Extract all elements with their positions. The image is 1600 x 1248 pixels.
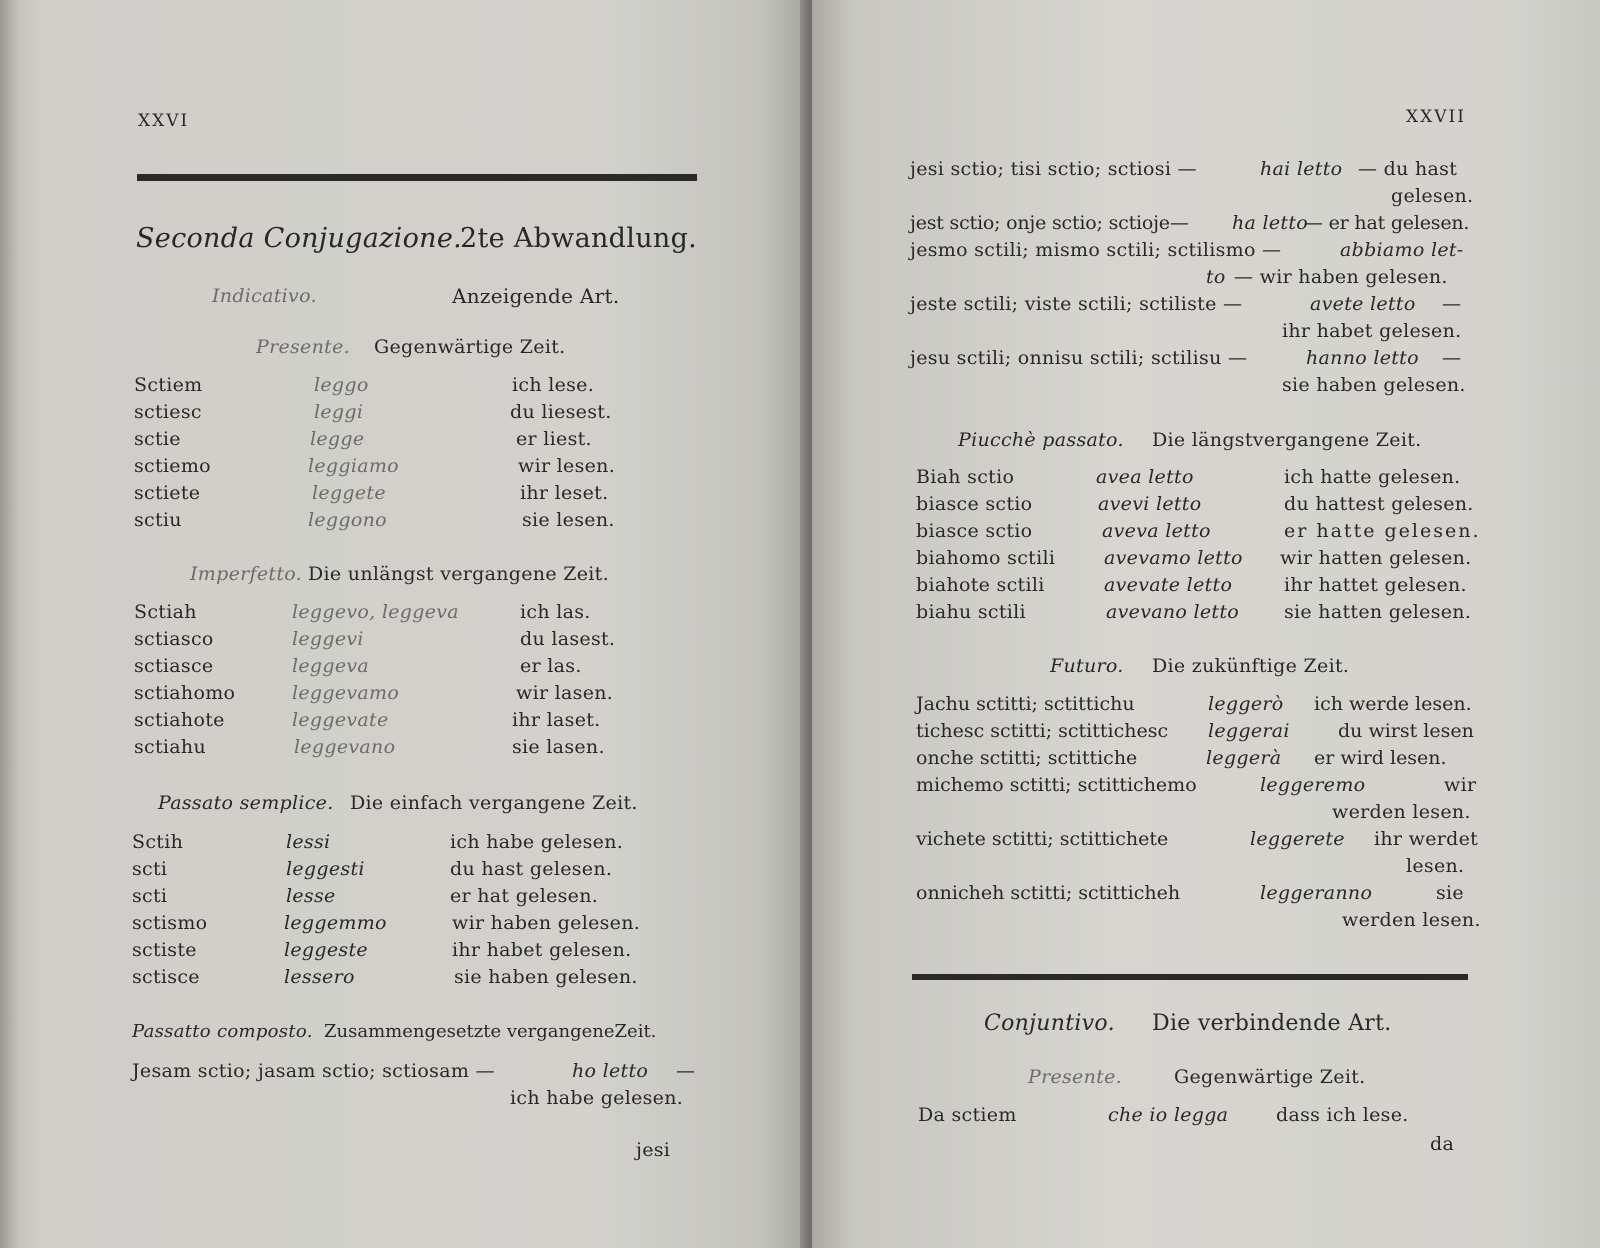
tense-label-italian: Piucchè passato. bbox=[958, 429, 1124, 451]
table-cell: er liest. bbox=[516, 428, 592, 450]
table-cell: ich werde lesen. bbox=[1314, 693, 1472, 715]
table-cell: sie haben gelesen. bbox=[454, 966, 638, 988]
table-cell: lesen. bbox=[1406, 855, 1465, 877]
heading-german: 2te Abwandlung. bbox=[460, 223, 698, 254]
table-cell: leggerai bbox=[1208, 720, 1290, 742]
text-line: jesi sctio; tisi sctio; sctiosi — bbox=[910, 158, 1197, 180]
table-cell: sctiasco bbox=[134, 628, 214, 650]
table-cell: leggono bbox=[308, 509, 387, 531]
table-cell: leggemmo bbox=[284, 912, 387, 934]
text-line: jeste sctili; viste sctili; sctiliste — bbox=[910, 293, 1243, 315]
composto-line: Jesam sctio; jasam sctio; sctiosam — bbox=[132, 1060, 495, 1082]
table-cell: vichete sctitti; sctittichete bbox=[916, 828, 1169, 850]
tense-label-italian: Presente. bbox=[1028, 1066, 1122, 1088]
table-cell: du hast gelesen. bbox=[450, 858, 613, 880]
table-cell: tichesc sctitti; sctittichesc bbox=[916, 720, 1169, 742]
table-cell: du liesest. bbox=[510, 401, 612, 423]
table-cell: ich lese. bbox=[512, 374, 595, 396]
text-line-italian: avete letto bbox=[1310, 293, 1416, 315]
table-cell: sctiete bbox=[134, 482, 201, 504]
table-cell: sie lesen. bbox=[522, 509, 615, 531]
table-cell: leggi bbox=[314, 401, 364, 423]
text-line-end: — bbox=[1442, 347, 1462, 369]
table-cell: aveva letto bbox=[1102, 520, 1211, 542]
text-line: jesmo sctili; mismo sctili; sctilismo — bbox=[910, 239, 1282, 261]
table-cell: leggiamo bbox=[308, 455, 399, 477]
table-cell: wir haben gelesen. bbox=[452, 912, 641, 934]
tense-label-italian: Futuro. bbox=[1050, 655, 1124, 677]
mood-italian: Conjuntivo. bbox=[984, 1011, 1115, 1036]
table-cell: leggerò bbox=[1208, 693, 1284, 715]
table-cell: sie bbox=[1436, 882, 1464, 904]
header-rule bbox=[137, 174, 697, 181]
text-line-end: — wir haben gelesen. bbox=[1234, 266, 1448, 288]
table-cell: sctisce bbox=[132, 966, 200, 988]
table-cell: ihr habet gelesen. bbox=[452, 939, 632, 961]
tense-label-italian: Passatto composto. bbox=[132, 1021, 313, 1042]
text-line-italian: to bbox=[1206, 266, 1226, 288]
table-cell: leggerete bbox=[1250, 828, 1345, 850]
table-cell: sctismo bbox=[132, 912, 208, 934]
table-cell: ihr leset. bbox=[520, 482, 609, 504]
table-cell: du lasest. bbox=[520, 628, 616, 650]
table-cell: ihr werdet bbox=[1374, 828, 1479, 850]
table-cell: ich las. bbox=[520, 601, 591, 623]
text-line-end: — bbox=[1442, 293, 1462, 315]
table-cell: sctiahu bbox=[134, 736, 207, 758]
text-line-italian: hanno letto bbox=[1306, 347, 1419, 369]
table-cell: sctiahote bbox=[134, 709, 225, 731]
table-cell: sctiemo bbox=[134, 455, 211, 477]
text-line-end: ihr habet gelesen. bbox=[1282, 320, 1462, 342]
table-cell: Sctiah bbox=[134, 601, 197, 623]
tense-label-german: Zusammengesetzte vergangeneZeit. bbox=[324, 1021, 657, 1042]
catchword: jesi bbox=[636, 1139, 671, 1161]
table-cell: leggerà bbox=[1206, 747, 1282, 769]
page-edge bbox=[0, 0, 18, 1248]
text-line-italian: hai letto bbox=[1260, 158, 1343, 180]
text-line-italian: abbiamo let- bbox=[1340, 239, 1464, 261]
tense-label-german: Gegenwärtige Zeit. bbox=[1174, 1066, 1366, 1088]
table-cell: leggevo, leggeva bbox=[292, 601, 459, 623]
table-cell: scti bbox=[132, 885, 168, 907]
table-cell: avevamo letto bbox=[1104, 547, 1243, 569]
tense-label-german: Gegenwärtige Zeit. bbox=[374, 336, 566, 358]
mood-german: Anzeigende Art. bbox=[452, 284, 620, 308]
table-cell: leggete bbox=[312, 482, 386, 504]
table-cell: sie lasen. bbox=[512, 736, 605, 758]
table-cell: wir lesen. bbox=[518, 455, 616, 477]
table-cell: biahomo sctili bbox=[916, 547, 1056, 569]
table-cell: sctie bbox=[134, 428, 181, 450]
table-cell: Sctiem bbox=[134, 374, 203, 396]
table-cell: avevi letto bbox=[1098, 493, 1202, 515]
composto-line: ich habe gelesen. bbox=[510, 1087, 684, 1109]
table-cell: sctiu bbox=[134, 509, 182, 531]
text-line: jesu sctili; onnisu sctili; sctilisu — bbox=[910, 347, 1248, 369]
table-cell: onche sctitti; sctittiche bbox=[916, 747, 1138, 769]
table-cell: sie hatten gelesen. bbox=[1284, 601, 1472, 623]
table-cell: leggevi bbox=[292, 628, 364, 650]
heading-italian: Seconda Conjugazione. bbox=[136, 223, 463, 254]
table-cell: avevano letto bbox=[1106, 601, 1240, 623]
table-cell: wir hatten gelesen. bbox=[1280, 547, 1472, 569]
table-cell: leggeranno bbox=[1260, 882, 1373, 904]
table-cell: avevate letto bbox=[1104, 574, 1233, 596]
table-cell: leggeva bbox=[292, 655, 370, 677]
table-cell: biasce sctio bbox=[916, 493, 1033, 515]
table-cell: Da sctiem bbox=[918, 1104, 1017, 1126]
text-line-end: sie haben gelesen. bbox=[1282, 374, 1466, 396]
table-cell: du hattest gelesen. bbox=[1284, 493, 1474, 515]
table-cell: sctiasce bbox=[134, 655, 214, 677]
table-cell: ihr hattet gelesen. bbox=[1284, 574, 1467, 596]
table-cell: scti bbox=[132, 858, 168, 880]
table-cell: Biah sctio bbox=[916, 466, 1015, 488]
tense-label-german: Die unlängst vergangene Zeit. bbox=[308, 563, 609, 585]
table-cell: Sctih bbox=[132, 831, 184, 853]
tense-label-italian: Presente. bbox=[256, 336, 350, 358]
mood-german: Die verbindende Art. bbox=[1152, 1011, 1392, 1036]
table-cell: lesse bbox=[286, 885, 336, 907]
table-cell: leggeremo bbox=[1260, 774, 1366, 796]
composto-italian: ho letto bbox=[572, 1060, 649, 1082]
catchword: da bbox=[1430, 1133, 1455, 1155]
section-rule bbox=[912, 974, 1468, 980]
table-cell: leggeste bbox=[284, 939, 368, 961]
table-cell: du wirst lesen bbox=[1338, 720, 1474, 742]
table-cell: sctiste bbox=[132, 939, 197, 961]
table-cell: ich hatte gelesen. bbox=[1284, 466, 1461, 488]
table-cell: sctiesc bbox=[134, 401, 202, 423]
page-number: XXVII bbox=[1406, 107, 1466, 127]
table-cell: biahote sctili bbox=[916, 574, 1045, 596]
table-cell: lessero bbox=[284, 966, 355, 988]
table-cell: onnicheh sctitti; sctitticheh bbox=[916, 882, 1181, 904]
table-cell: leggevano bbox=[294, 736, 396, 758]
table-cell: Jachu sctitti; sctittichu bbox=[916, 693, 1135, 715]
right-page bbox=[812, 0, 1600, 1248]
text-line-end: — du hast bbox=[1358, 158, 1458, 180]
mood-italian: Indicativo. bbox=[212, 285, 317, 307]
table-cell: leggevate bbox=[292, 709, 389, 731]
tense-label-italian: Imperfetto. bbox=[190, 563, 303, 585]
text-line-end: — er hat gelesen. bbox=[1304, 212, 1470, 234]
table-cell: che io legga bbox=[1108, 1104, 1229, 1126]
table-cell: werden lesen. bbox=[1332, 801, 1471, 823]
tense-label-italian: Passato semplice. bbox=[158, 792, 334, 814]
table-cell: legge bbox=[310, 428, 365, 450]
table-cell: er wird lesen. bbox=[1314, 747, 1447, 769]
table-cell: sctiahomo bbox=[134, 682, 236, 704]
text-line-end: gelesen. bbox=[1391, 185, 1474, 207]
table-cell: michemo sctitti; sctittichemo bbox=[916, 774, 1197, 796]
table-cell: leggevamo bbox=[292, 682, 400, 704]
tense-label-german: Die längstvergangene Zeit. bbox=[1152, 429, 1422, 451]
table-cell: biasce sctio bbox=[916, 520, 1033, 542]
table-cell: leggo bbox=[314, 374, 369, 396]
table-cell: ihr laset. bbox=[512, 709, 601, 731]
text-line-italian: ha letto bbox=[1232, 212, 1309, 234]
table-cell: lessi bbox=[286, 831, 331, 853]
tense-label-german: Die einfach vergangene Zeit. bbox=[350, 792, 638, 814]
table-cell: er hat gelesen. bbox=[450, 885, 599, 907]
table-cell: werden lesen. bbox=[1342, 909, 1481, 931]
composto-dash: — bbox=[676, 1060, 696, 1082]
table-cell: ich habe gelesen. bbox=[450, 831, 624, 853]
table-cell: wir bbox=[1444, 774, 1477, 796]
table-cell: er las. bbox=[520, 655, 582, 677]
table-cell: biahu sctili bbox=[916, 601, 1026, 623]
table-cell: er hatte gelesen. bbox=[1284, 520, 1481, 542]
table-cell: dass ich lese. bbox=[1276, 1104, 1409, 1126]
text-line: jest sctio; onje sctio; sctioje— bbox=[910, 212, 1189, 234]
table-cell: avea letto bbox=[1096, 466, 1194, 488]
page-number: XXVI bbox=[138, 111, 190, 131]
tense-label-german: Die zukünftige Zeit. bbox=[1152, 655, 1350, 677]
table-cell: leggesti bbox=[286, 858, 365, 880]
table-cell: wir lasen. bbox=[516, 682, 614, 704]
